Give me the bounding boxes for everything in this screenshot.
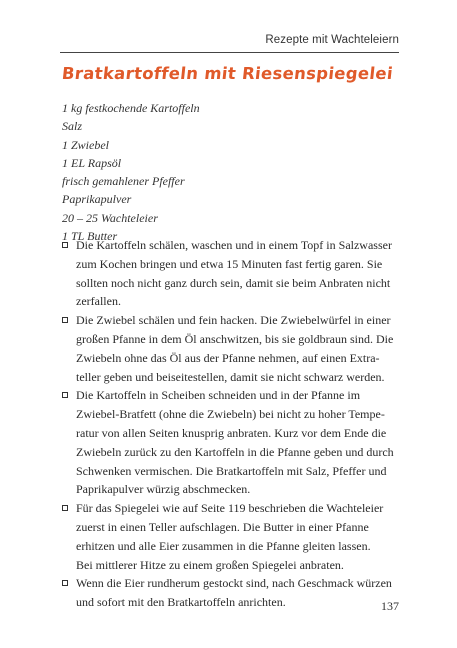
page-number: 137 (381, 599, 399, 613)
instruction-step (62, 311, 402, 386)
step-line: Zwiebeln zurück zu den Kartoffeln in die Pfanne geben und durch (76, 444, 394, 459)
step-line: und sofort mit den Bratkartoffeln anrichten. (76, 595, 286, 610)
step-line: Die Kartoffeln schälen, waschen und in einem Topf in Salzwasser (76, 238, 392, 252)
step-line: teller geben und beiseitestellen, damit sie nicht schwarz werden. (76, 369, 385, 384)
step-line: Wenn die Eier rundherum gestockt sind, nach Geschmack würzen (76, 576, 392, 591)
ingredients-list (62, 99, 200, 245)
running-header: Rezepte mit Wachteleiern (265, 34, 399, 46)
ingredient-item: 20 – 25 Wachteleier (62, 210, 158, 225)
instruction-step (62, 574, 402, 612)
step-line: zum Kochen bringen und etwa 15 Minuten fast fertig garen. Sie (76, 256, 383, 271)
step-line: Für das Spiegelei wie auf Seite 119 beschrieben die Wachteleier (76, 501, 384, 516)
instruction-step (62, 386, 402, 499)
checkbox-square-icon (62, 505, 68, 511)
step-line: großen Pfanne in dem Öl anschwitzen, bis sie goldbraun sind. Die (76, 331, 394, 346)
header-divider (60, 52, 399, 53)
ingredient-item: 1 kg festkochende Kartoffeln (62, 101, 200, 115)
instruction-step (62, 236, 402, 311)
step-line: Die Zwiebel schälen und fein hacken. Die Zwiebelwürfel in einer (76, 313, 391, 328)
instruction-steps (62, 236, 402, 612)
ingredient-item: Paprikapulver (62, 192, 132, 207)
step-line: erhitzen und alle Eier zusammen in die Pfanne gleiten lassen. (76, 538, 371, 553)
step-line: Die Kartoffeln in Scheiben schneiden und in der Pfanne im (76, 388, 361, 403)
step-line: Paprikapulver würzig abschmecken. (76, 482, 251, 497)
step-line: Zwiebeln ohne das Öl aus der Pfanne nehmen, auf einen Extra- (76, 350, 380, 365)
checkbox-square-icon (62, 580, 68, 586)
step-line: zerfallen. (76, 294, 121, 309)
step-line: Schwenken vermischen. Die Bratkartoffeln mit Salz, Pfeffer und (76, 463, 387, 478)
ingredient-item: frisch gemahlener Pfeffer (62, 174, 185, 189)
step-line: ratur von allen Seiten knusprig anbraten. Kurz vor dem Ende die (76, 425, 387, 440)
checkbox-square-icon (62, 392, 68, 398)
step-line: sollten noch nicht ganz durch sein, damit sie beim Anbraten nicht (76, 275, 391, 290)
step-line: Bei mittlerer Hitze zu einem großen Spiegelei anbraten. (76, 557, 344, 572)
instruction-step (62, 499, 402, 574)
step-line: Zwiebel-Bratfett (ohne die Zwiebeln) bei nicht zu hoher Tempe- (76, 407, 385, 422)
ingredient-item: Salz (62, 119, 83, 134)
step-line: zuerst in einen Teller aufschlagen. Die Butter in einer Pfanne (76, 519, 369, 534)
checkbox-square-icon (62, 317, 68, 323)
ingredient-item: 1 TL Butter (62, 229, 118, 244)
recipe-title: Bratkartoffeln mit Riesenspiegelei (61, 64, 394, 83)
ingredient-item: 1 Zwiebel (62, 137, 109, 152)
checkbox-square-icon (62, 242, 68, 248)
ingredient-item: 1 EL Rapsöl (62, 155, 122, 170)
